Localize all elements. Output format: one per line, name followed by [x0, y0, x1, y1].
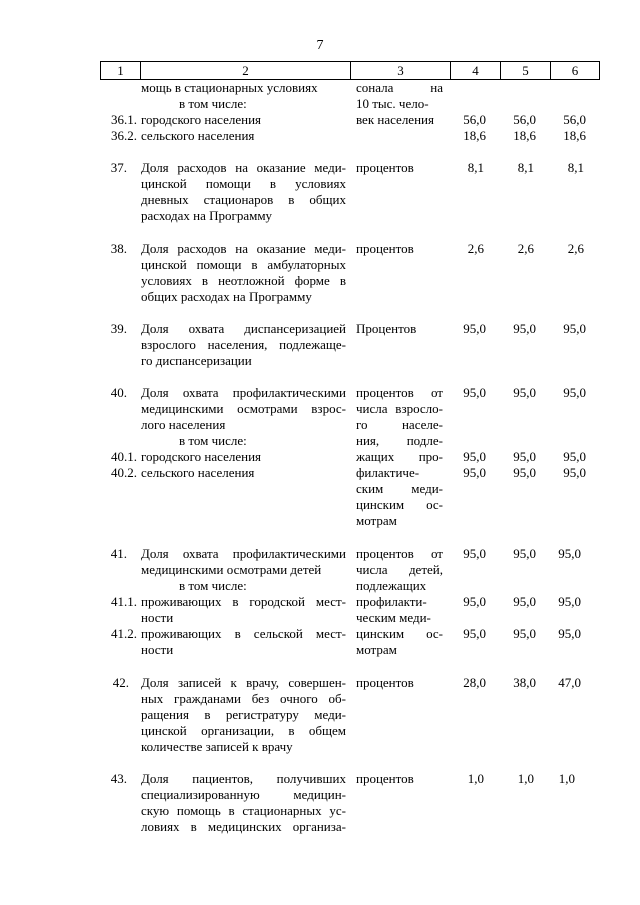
row-desc-line: ности [141, 610, 174, 625]
value-col4: 1,0 [467, 771, 484, 786]
value-col5: 95,0 [513, 385, 536, 400]
row-unit-line: процентов от [356, 546, 443, 561]
row-desc-line: в том числе: [179, 96, 247, 111]
row-desc-line: городского населения [141, 449, 262, 464]
row-unit-line: ния, подле- [356, 433, 443, 448]
row-desc-line: цинской организации, в общем [141, 723, 346, 738]
value-col4: 28,0 [463, 675, 486, 690]
value-col6: 95,0 [563, 465, 586, 480]
row-desc-line: медицинскими осмотрами детей [141, 562, 322, 577]
row-unit-line: жащих про- [356, 449, 443, 464]
row-desc-line: дневных стационаров в общих [141, 192, 346, 207]
value-col6: 95,0 [558, 594, 581, 609]
row-unit-line: процентов от [356, 385, 443, 400]
row-desc-line: медицинскими осмотрами взрос- [141, 401, 346, 416]
row-unit-line: мотрам [356, 513, 397, 528]
value-col4: 95,0 [463, 594, 486, 609]
row-desc-line: Доля охвата профилактическими [141, 546, 346, 561]
value-col6: 95,0 [563, 321, 586, 336]
row-number: 40.1. [111, 449, 137, 464]
value-col6: 95,0 [558, 546, 581, 561]
table-header [100, 61, 600, 80]
value-col6: 18,6 [563, 128, 586, 143]
value-col4: 56,0 [463, 112, 486, 127]
row-number: 38. [110, 241, 127, 256]
row-desc-line: специализированную медицин- [141, 787, 346, 802]
row-desc-line: цинской помощи в амбулаторных [141, 257, 346, 272]
value-col6: 2,6 [567, 241, 584, 256]
row-unit-line: ческим меди- [356, 610, 431, 625]
column-header-1: 1 [100, 62, 140, 79]
row-number: 43. [110, 771, 127, 786]
row-desc-line: в том числе: [179, 578, 247, 593]
value-col4: 18,6 [463, 128, 486, 143]
row-desc-line: ращения в регистратуру меди- [141, 707, 346, 722]
row-number: 41. [110, 546, 127, 561]
row-desc-line: го диспансеризации [141, 353, 252, 368]
row-number: 39. [110, 321, 127, 336]
row-unit-line: сонала на [356, 80, 443, 95]
value-col5: 95,0 [513, 594, 536, 609]
column-header-3: 3 [350, 62, 450, 79]
row-desc-line: сельского населения [141, 128, 255, 143]
row-desc-line: проживающих в городской мест- [141, 594, 346, 609]
row-desc-line: взрослого населения, подлежаще- [141, 337, 346, 352]
value-col5: 95,0 [513, 465, 536, 480]
row-number: 40.2. [111, 465, 137, 480]
value-col6: 95,0 [563, 449, 586, 464]
value-col6: 8,1 [567, 160, 584, 175]
row-unit-line: числа взросло- [356, 401, 443, 416]
value-col6: 1,0 [558, 771, 575, 786]
row-unit: Процентов [356, 321, 417, 336]
row-desc-line: сельского населения [141, 465, 255, 480]
value-col5: 2,6 [517, 241, 534, 256]
value-col6: 95,0 [558, 626, 581, 641]
row-unit: процентов [356, 675, 414, 690]
row-desc-line: Доля охвата диспансеризацией [141, 321, 346, 336]
value-col5: 8,1 [517, 160, 534, 175]
row-unit-line: числа детей, [356, 562, 443, 577]
row-number: 36.1. [111, 112, 137, 127]
row-unit: процентов [356, 241, 414, 256]
value-col4: 95,0 [463, 626, 486, 641]
value-col6: 47,0 [558, 675, 581, 690]
row-unit-line: филактиче- [356, 465, 420, 480]
row-number: 42. [112, 675, 129, 690]
column-header-5: 5 [500, 62, 550, 79]
row-desc-line: Доля расходов на оказание меди- [141, 160, 346, 175]
value-col5: 56,0 [513, 112, 536, 127]
row-unit-line: цинским ос- [356, 626, 443, 641]
value-col5: 95,0 [513, 626, 536, 641]
value-col5: 95,0 [513, 546, 536, 561]
row-number: 41.1. [111, 594, 137, 609]
row-number: 40. [110, 385, 127, 400]
value-col5: 18,6 [513, 128, 536, 143]
value-col5: 95,0 [513, 449, 536, 464]
value-col4: 95,0 [463, 546, 486, 561]
row-unit-line: профилакти- [356, 594, 427, 609]
row-number: 37. [110, 160, 127, 175]
row-unit-line: го населе- [356, 417, 443, 432]
column-header-6: 6 [550, 62, 600, 79]
row-desc-line: лого населения [141, 417, 226, 432]
row-desc-line: Доля расходов на оказание меди- [141, 241, 346, 256]
row-desc-line: ловиях в медицинских организа- [141, 819, 346, 834]
value-col4: 95,0 [463, 385, 486, 400]
value-col4: 95,0 [463, 449, 486, 464]
value-col4: 2,6 [467, 241, 484, 256]
row-desc-line: Доля охвата профилактическими [141, 385, 346, 400]
row-unit-line: 10 тыс. чело- [356, 96, 429, 111]
row-unit-line: мотрам [356, 642, 397, 657]
value-col5: 1,0 [517, 771, 534, 786]
value-col4: 8,1 [467, 160, 484, 175]
row-desc-line: скую помощь в стационарных ус- [141, 803, 346, 818]
row-unit-line: подлежащих [356, 578, 427, 593]
value-col5: 95,0 [513, 321, 536, 336]
row-desc-line: городского населения [141, 112, 262, 127]
row-desc-line: Доля пациентов, получивших [141, 771, 346, 786]
value-col4: 95,0 [463, 465, 486, 480]
row-unit-line: цинским ос- [356, 497, 443, 512]
row-desc-line: условиях в неотложной форме в [141, 273, 346, 288]
row-number: 36.2. [111, 128, 137, 143]
column-header-2: 2 [140, 62, 350, 79]
value-col6: 95,0 [563, 385, 586, 400]
row-number: 41.2. [111, 626, 137, 641]
row-desc-line: Доля записей к врачу, совершен- [141, 675, 346, 690]
row-unit: процентов [356, 771, 414, 786]
value-col6: 56,0 [563, 112, 586, 127]
row-desc-line: расходах на Программу [141, 208, 273, 223]
row-unit: процентов [356, 160, 414, 175]
value-col4: 95,0 [463, 321, 486, 336]
row-unit-line: ским меди- [356, 481, 443, 496]
row-desc-line: проживающих в сельской мест- [141, 626, 346, 641]
row-desc-line: общих расходах на Программу [141, 289, 312, 304]
row-desc-line: мощь в стационарных условиях [141, 80, 318, 95]
row-unit-line: век населения [356, 112, 434, 127]
page-number: 7 [316, 38, 324, 53]
row-desc-line: в том числе: [179, 433, 247, 448]
value-col5: 38,0 [513, 675, 536, 690]
row-desc-line: количестве записей к врачу [141, 739, 293, 754]
column-header-4: 4 [450, 62, 500, 79]
row-desc-line: ных гражданами без очного об- [141, 691, 346, 706]
row-desc-line: цинской помощи в условиях [141, 176, 346, 191]
row-desc-line: ности [141, 642, 174, 657]
